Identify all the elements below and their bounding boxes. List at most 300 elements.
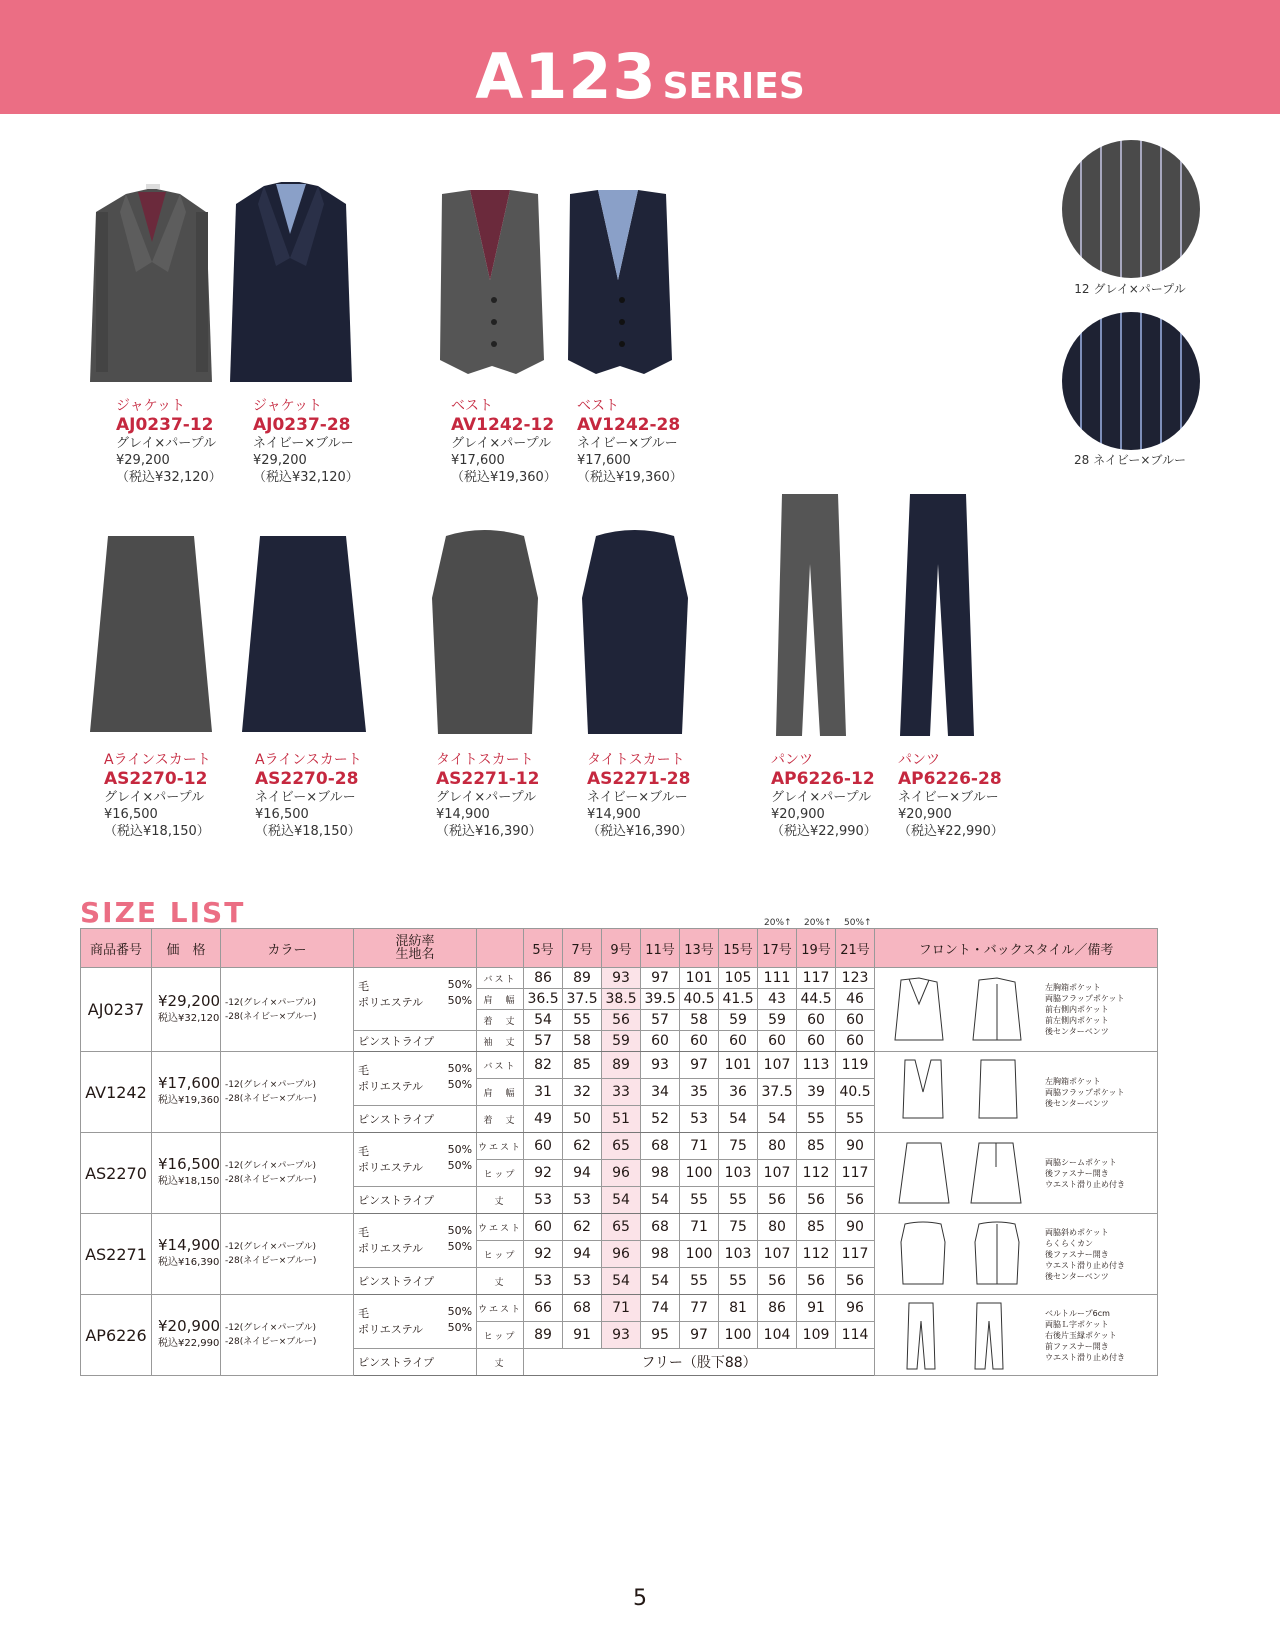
pants-line-drawing [881,1299,1035,1371]
size-value: 56 [797,1268,836,1295]
item-price [152,1214,221,1295]
color-option: -28(ネイビー×ブルー) [225,1175,317,1185]
size-value: 96 [602,1241,641,1268]
material-pct: 50% [447,1159,473,1172]
product-color: ネイビー×ブルー [255,790,356,805]
pants-gray-image [776,494,846,736]
series-code: A123 [475,40,657,113]
measure-label: ウエスト [477,1295,524,1322]
size-value: 59 [719,1010,758,1031]
size-value: 97 [680,1322,719,1349]
product-price: ¥16,500 [255,807,309,822]
color-option: -28(ネイビー×ブルー) [225,1256,317,1266]
aline-skirt-line-drawing [881,1137,1035,1209]
header-size: 17号 [758,929,797,968]
product-price: ¥17,600 [577,453,631,468]
product-color: グレイ×パープル [451,436,552,451]
size-value: 49 [524,1106,563,1133]
size-value: 80 [758,1214,797,1241]
header-size: 15号 [719,929,758,968]
size-value: 82 [524,1052,563,1079]
product-type: ベスト [451,398,493,414]
product-color: グレイ×パープル [436,790,537,805]
product-code: AS2270-28 [255,769,359,789]
size-value: 39 [797,1079,836,1106]
size-value: 59 [758,1010,797,1031]
size-value: 34 [641,1079,680,1106]
product-code: AP6226-28 [898,769,1002,789]
size-value: 117 [836,1241,875,1268]
color-option: -12(グレイ×パープル) [225,1161,317,1171]
size-pct-note: 20%↑ [804,918,832,928]
size-value: 117 [836,1160,875,1187]
item-code: AP6226 [81,1295,152,1376]
size-value: 62 [563,1214,602,1241]
swatch-navy-blue [1062,312,1200,450]
material-pct: 50% [447,1062,473,1075]
size-value: 100 [680,1241,719,1268]
size-value: 92 [524,1160,563,1187]
size-value: 85 [563,1052,602,1079]
size-value: 60 [641,1031,680,1052]
product-code: AS2271-12 [436,769,540,789]
size-value: 89 [524,1322,563,1349]
size-value: 31 [524,1079,563,1106]
product-caption [451,398,557,486]
vest-gray-image [440,190,544,374]
size-value: 90 [836,1214,875,1241]
product-type: タイトスカート [587,752,685,768]
product-color: グレイ×パープル [771,790,872,805]
note-line: 両脇フラップポケット [1045,994,1125,1003]
header-size: 13号 [680,929,719,968]
size-value: 55 [719,1187,758,1214]
material-name: ポリエステル [358,996,424,1009]
measure-label: ヒップ [477,1241,524,1268]
size-value: 97 [641,968,680,989]
item-price [152,1133,221,1214]
item-price-tax: 税込¥32,120 [158,1012,220,1024]
item-notes [875,968,1158,1052]
product-price-tax: （税込¥18,150） [255,824,361,839]
header-notes: フロント・バックスタイル／備考 [875,929,1158,968]
size-value: 93 [602,1322,641,1349]
page-header [0,0,1280,114]
note-line: ウエスト滑り止め付き [1045,1260,1126,1270]
header-measure [477,929,524,968]
material-name: 毛 [358,1064,370,1077]
size-value: 68 [641,1214,680,1241]
item-material [354,1133,477,1187]
tight-skirt-navy-image [582,530,688,734]
product-code: AS2271-28 [587,769,691,789]
size-value: 60 [797,1010,836,1031]
size-value: 86 [758,1295,797,1322]
product-price-tax: （税込¥19,360） [577,470,683,485]
material-pct: 50% [447,1305,473,1318]
header-size: 9号 [602,929,641,968]
header-size: 5号 [524,929,563,968]
header-code: 商品番号 [81,929,152,968]
size-value: 60 [680,1031,719,1052]
product-type: ベスト [577,398,619,414]
size-value: 74 [641,1295,680,1322]
item-price [152,968,221,1052]
size-value: 54 [719,1106,758,1133]
product-code: AS2270-12 [104,769,208,789]
size-value: 43 [758,989,797,1010]
item-code: AV1242 [81,1052,152,1133]
size-value: 107 [758,1241,797,1268]
item-price-tax: 税込¥18,150 [158,1176,220,1187]
item-price-value: ¥29,200 [158,991,221,1010]
item-colors [221,968,354,1052]
size-value: 91 [563,1322,602,1349]
size-value: 37.5 [563,989,602,1010]
size-value: 112 [797,1241,836,1268]
header-price: 価 格 [152,929,221,968]
header-size: 11号 [641,929,680,968]
size-value: 86 [524,968,563,989]
product-price: ¥14,900 [587,807,641,822]
size-value: 94 [563,1241,602,1268]
size-value: 117 [797,968,836,989]
size-value: 53 [680,1106,719,1133]
color-option: -12(グレイ×パープル) [225,1242,317,1252]
product-caption [577,398,683,486]
product-caption [116,398,222,486]
size-value: 58 [563,1031,602,1052]
size-value: 75 [719,1214,758,1241]
size-value: 111 [758,968,797,989]
product-price: ¥20,900 [771,807,825,822]
size-value: 60 [836,1031,875,1052]
series-title [0,40,1280,113]
item-price-value: ¥14,900 [158,1236,221,1254]
material-pct: 50% [447,978,473,991]
measure-label: 袖 丈 [477,1031,524,1052]
size-value: 40.5 [680,989,719,1010]
size-value: 91 [797,1295,836,1322]
color-option: -28(ネイビー×ブルー) [225,1011,317,1022]
size-value: 54 [758,1106,797,1133]
size-value: 55 [680,1187,719,1214]
size-value: 33 [602,1079,641,1106]
product-price-tax: （税込¥22,990） [898,824,1004,839]
product-caption [436,752,542,840]
item-material [354,968,477,1031]
item-price [152,1295,221,1376]
product-type: Aラインスカート [255,752,362,768]
size-table-header [81,929,1158,968]
size-value: 93 [602,968,641,989]
product-color: グレイ×パープル [116,436,217,451]
material-name: 毛 [358,1226,370,1239]
size-value: 56 [836,1268,875,1295]
jacket-navy-image [230,182,352,382]
material-pct: 50% [447,1240,473,1253]
note-line: ウエスト滑り止め付き [1045,1179,1126,1189]
note-line: 左胸箱ポケット [1045,1076,1101,1086]
swatch-navy-blue-label: 28 ネイビー×ブルー [1074,453,1186,467]
size-value: 44.5 [797,989,836,1010]
size-value: 97 [680,1052,719,1079]
material-name: ポリエステル [358,1323,424,1336]
product-code: AV1242-12 [451,415,555,435]
measure-label: 丈 [477,1349,524,1376]
product-caption [587,752,693,840]
size-value: 68 [563,1295,602,1322]
size-value: 56 [797,1187,836,1214]
size-value: 60 [524,1214,563,1241]
size-value: 101 [719,1052,758,1079]
size-value: 101 [680,968,719,989]
note-line: 後ファスナー開き [1045,1249,1109,1259]
product-price-tax: （税込¥32,120） [253,470,359,485]
size-value: 94 [563,1160,602,1187]
item-price-value: ¥20,900 [158,1317,221,1335]
item-fabric: ピンストライプ [354,1268,477,1295]
note-line: らくらくカン [1045,1238,1094,1248]
size-value: 55 [680,1268,719,1295]
size-value: 77 [680,1295,719,1322]
size-value: 54 [602,1268,641,1295]
product-caption [104,752,211,840]
material-name: ポリエステル [358,1080,424,1093]
item-code: AS2270 [81,1133,152,1214]
size-value: 104 [758,1322,797,1349]
product-color: ネイビー×ブルー [577,436,678,451]
size-pct-note: 20%↑ [764,918,792,928]
note-line: 左胸箱ポケット [1045,983,1101,992]
measure-label: バスト [477,968,524,989]
size-value: 57 [641,1010,680,1031]
product-caption [771,752,877,840]
vest-illustrations [440,190,680,380]
vest-navy-image [568,190,672,374]
note-line: 右後片玉縁ポケット [1045,1330,1117,1340]
product-price: ¥16,500 [104,807,158,822]
item-price-value: ¥17,600 [158,1074,221,1092]
size-value: 103 [719,1160,758,1187]
material-pct: 50% [447,1321,473,1334]
size-value: 50 [563,1106,602,1133]
size-value: 89 [602,1052,641,1079]
swatch-gray-purple [1062,140,1200,278]
size-value: 81 [719,1295,758,1322]
material-pct: 50% [447,1224,473,1237]
size-value: 65 [602,1214,641,1241]
product-price-tax: （税込¥16,390） [436,824,542,839]
size-value: 107 [758,1052,797,1079]
size-value: 40.5 [836,1079,875,1106]
jacket-gray-image [90,184,212,382]
size-value: 96 [602,1160,641,1187]
product-price: ¥29,200 [116,453,170,468]
size-value: 89 [563,968,602,989]
item-colors [221,1052,354,1133]
note-line: 両脇斜めポケット [1045,1227,1109,1237]
size-row [81,1214,1158,1241]
product-color: ネイビー×ブルー [898,790,999,805]
size-value: 113 [797,1052,836,1079]
size-value: 71 [680,1214,719,1241]
measure-label: 肩 幅 [477,1079,524,1106]
item-code: AS2271 [81,1214,152,1295]
size-value: 56 [836,1187,875,1214]
size-value: 37.5 [758,1079,797,1106]
size-value: 54 [524,1010,563,1031]
size-value: 55 [719,1268,758,1295]
note-line: 後センターベンツ [1045,1027,1109,1036]
size-row [81,968,1158,989]
product-price-tax: （税込¥16,390） [587,824,693,839]
size-value: 95 [641,1322,680,1349]
material-name: ポリエステル [358,1242,424,1255]
size-value: 66 [524,1295,563,1322]
page-number: 5 [633,1586,647,1611]
product-color: ネイビー×ブルー [253,436,354,451]
pants-navy-image [900,494,974,736]
size-value: 60 [836,1010,875,1031]
size-value: 103 [719,1241,758,1268]
product-type: タイトスカート [436,752,534,768]
size-value: 36.5 [524,989,563,1010]
header-size: 7号 [563,929,602,968]
header-size: 21号 [836,929,875,968]
tight-skirt-line-drawing [881,1218,1035,1290]
product-code: AV1242-28 [577,415,681,435]
measure-free: フリー（股下88） [524,1349,875,1376]
color-option: -12(グレイ×パープル) [225,1323,317,1333]
material-pct: 50% [447,994,473,1007]
material-name: 毛 [358,980,370,993]
note-line: 両脇シームポケット [1045,1157,1117,1167]
note-line: 後ファスナー開き [1045,1168,1109,1178]
note-line: ウエスト滑り止め付き [1045,1352,1126,1362]
product-caption [255,752,362,840]
item-fabric: ピンストライプ [354,1349,477,1376]
item-price-tax: 税込¥16,390 [158,1257,220,1268]
size-row [81,1052,1158,1079]
measure-label: ウエスト [477,1133,524,1160]
product-caption [253,398,359,486]
measure-label: 着 丈 [477,1010,524,1031]
size-value: 52 [641,1106,680,1133]
item-material [354,1295,477,1349]
size-value: 75 [719,1133,758,1160]
header-size: 19号 [797,929,836,968]
note-line: 前ファスナー開き [1045,1341,1109,1351]
product-price-tax: （税込¥32,120） [116,470,222,485]
size-value: 119 [836,1052,875,1079]
product-caption [898,752,1004,840]
size-value: 93 [641,1052,680,1079]
measure-label: バスト [477,1052,524,1079]
size-value: 46 [836,989,875,1010]
size-value: 54 [641,1187,680,1214]
product-code: AJ0237-28 [253,415,351,435]
measure-label: 着 丈 [477,1106,524,1133]
jacket-illustrations [86,182,376,392]
size-value: 80 [758,1133,797,1160]
aline-skirt-illustrations [90,534,390,734]
note-line: 両脇フラップポケット [1045,1087,1125,1097]
material-name: ポリエステル [358,1161,424,1174]
size-value: 107 [758,1160,797,1187]
item-notes [875,1133,1158,1214]
measure-label: ヒップ [477,1160,524,1187]
measure-label: 肩 幅 [477,989,524,1010]
size-value: 90 [836,1133,875,1160]
size-value: 100 [719,1322,758,1349]
header-color: カラー [221,929,354,968]
item-material [354,1214,477,1268]
size-value: 123 [836,968,875,989]
note-line: 前右側内ポケット [1045,1005,1109,1014]
size-value: 56 [758,1268,797,1295]
item-notes [875,1214,1158,1295]
product-type: Aラインスカート [104,752,211,768]
item-fabric: ピンストライプ [354,1106,477,1133]
size-value: 59 [602,1031,641,1052]
size-value: 62 [563,1133,602,1160]
size-value: 54 [602,1187,641,1214]
size-value: 112 [797,1160,836,1187]
product-type: パンツ [898,752,940,768]
size-value: 55 [836,1106,875,1133]
color-option: -28(ネイビー×ブルー) [225,1094,317,1104]
size-value: 58 [680,1010,719,1031]
swatch-gray-purple-label: 12 グレイ×パープル [1074,282,1186,296]
size-value: 51 [602,1106,641,1133]
measure-label: 丈 [477,1187,524,1214]
item-colors [221,1295,354,1376]
size-value: 60 [797,1031,836,1052]
size-value: 32 [563,1079,602,1106]
product-code: AP6226-12 [771,769,875,789]
vest-line-drawing [881,1056,1035,1128]
note-line: ベルトループ6cm [1045,1308,1110,1318]
measure-label: ヒップ [477,1322,524,1349]
size-value: 53 [563,1268,602,1295]
size-value: 53 [563,1187,602,1214]
size-value: 60 [758,1031,797,1052]
product-price: ¥29,200 [253,453,307,468]
size-value: 53 [524,1187,563,1214]
material-pct: 50% [447,1078,473,1091]
size-value: 98 [641,1160,680,1187]
color-option: -12(グレイ×パープル) [225,997,317,1008]
size-value: 41.5 [719,989,758,1010]
size-value: 71 [602,1295,641,1322]
size-value: 54 [641,1268,680,1295]
size-value: 96 [836,1295,875,1322]
note-line: 両脇Ｌ字ポケット [1045,1319,1109,1329]
size-value: 98 [641,1241,680,1268]
note-line: 後センターベンツ [1045,1271,1109,1281]
size-value: 71 [680,1133,719,1160]
size-value: 57 [524,1031,563,1052]
tight-skirt-illustrations [432,528,692,736]
material-pct: 50% [447,1143,473,1156]
measure-label: ウエスト [477,1214,524,1241]
material-name: 毛 [358,1307,370,1320]
size-value: 53 [524,1268,563,1295]
product-color: グレイ×パープル [104,790,205,805]
note-line: 後センターベンツ [1045,1098,1109,1108]
series-label: SERIES [662,66,805,107]
